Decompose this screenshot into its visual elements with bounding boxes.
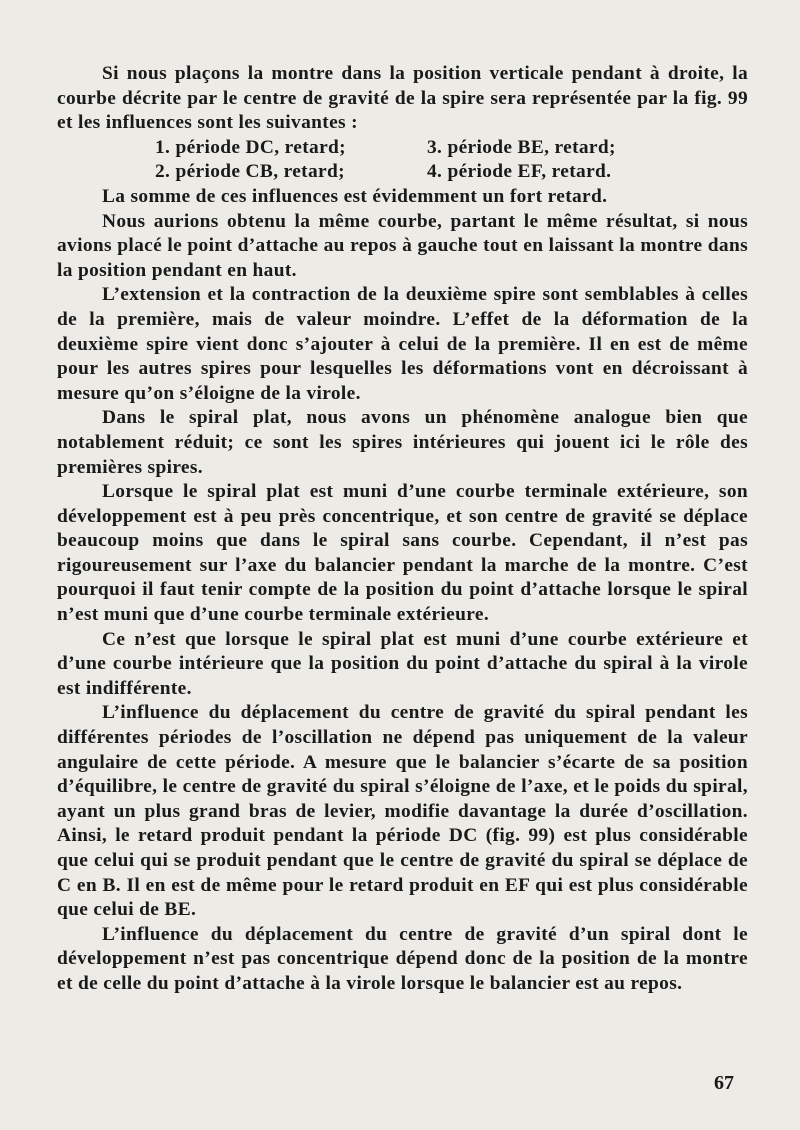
paragraph-1: Si nous plaçons la montre dans la position verticale pendant à droite, la courbe décrite par le centre de gravité de la spire sera représentée par la fig. 99 et les influences sont les suivantes : bbox=[57, 63, 748, 134]
period-item-1: 1. période DC, retard; bbox=[155, 136, 346, 158]
period-list-row bbox=[57, 160, 748, 185]
page-number: 67 bbox=[714, 1072, 734, 1094]
period-list bbox=[57, 136, 748, 185]
period-item-3: 3. période BE, retard; bbox=[427, 136, 616, 158]
paragraph-3: Nous aurions obtenu la même courbe, partant le même résultat, si nous avions placé le point d’attache au repos à gauche tout en laissant la montre dans la position pendant en haut. bbox=[57, 210, 748, 281]
period-list-row bbox=[57, 136, 748, 161]
period-item-4: 4. période EF, retard. bbox=[427, 161, 612, 183]
page-text bbox=[57, 62, 748, 997]
paragraph-8: L’influence du déplacement du centre de gravité du spiral pendant les différentes périodes de l’oscillation ne dépend pas uniquement de la valeur angulaire de cette période. A mesure que le balancier s’écarte de sa position d’équilibre, le centre de gravité du spiral s’éloigne de l’axe, et le poids du spiral, ayant un plus grand bras de levier, modifie davantage la durée d’oscillation. Ainsi, le retard produit pendant la période DC (fig. 99) est plus considérable que celui qui se produit pendant que le centre de gravité du spiral se déplace de C en B. Il en est de même pour le retard produit en EF qui est plus considérable que celui de BE. bbox=[57, 702, 748, 921]
paragraph-9: L’influence du déplacement du centre de gravité d’un spiral dont le développement n’est pas concentrique dépend donc de la position de la montre et de celle du point d’attache à la virole lorsque le balancier est au repos. bbox=[57, 923, 748, 994]
paragraph-6: Lorsque le spiral plat est muni d’une courbe terminale extérieure, son développement est à peu près concentrique, et son centre de gravité se déplace beaucoup moins que dans le spiral sans courbe. Cependant, il n’est pas rigoureusement sur l’axe du balancier pendant la marche de la montre. C’est pourquoi il faut tenir compte de la position du point d’attache lorsque le spiral n’est muni que d’une courbe terminale extérieure. bbox=[57, 481, 748, 626]
paragraph-7: Ce n’est que lorsque le spiral plat est muni d’une courbe extérieure et d’une courbe intérieure que la position du point d’attache du spiral à la virole est indifférente. bbox=[57, 628, 748, 699]
period-item-2: 2. période CB, retard; bbox=[155, 161, 345, 183]
paragraph-2: La somme de ces influences est évidemment un fort retard. bbox=[102, 185, 608, 207]
paragraph-4: L’extension et la contraction de la deuxième spire sont semblables à celles de la première, mais de valeur moindre. L’effet de la déformation de la deuxième spire vient donc s’ajouter à celui de la première. Il en est de même pour les autres spires pour lesquelles les déformations vont en décroissant à mesure qu’on s’éloigne de la virole. bbox=[57, 284, 748, 404]
paragraph-5: Dans le spiral plat, nous avons un phénomène analogue bien que notablement réduit; ce sont les spires intérieures qui jouent ici le rôle des premières spires. bbox=[57, 407, 748, 478]
